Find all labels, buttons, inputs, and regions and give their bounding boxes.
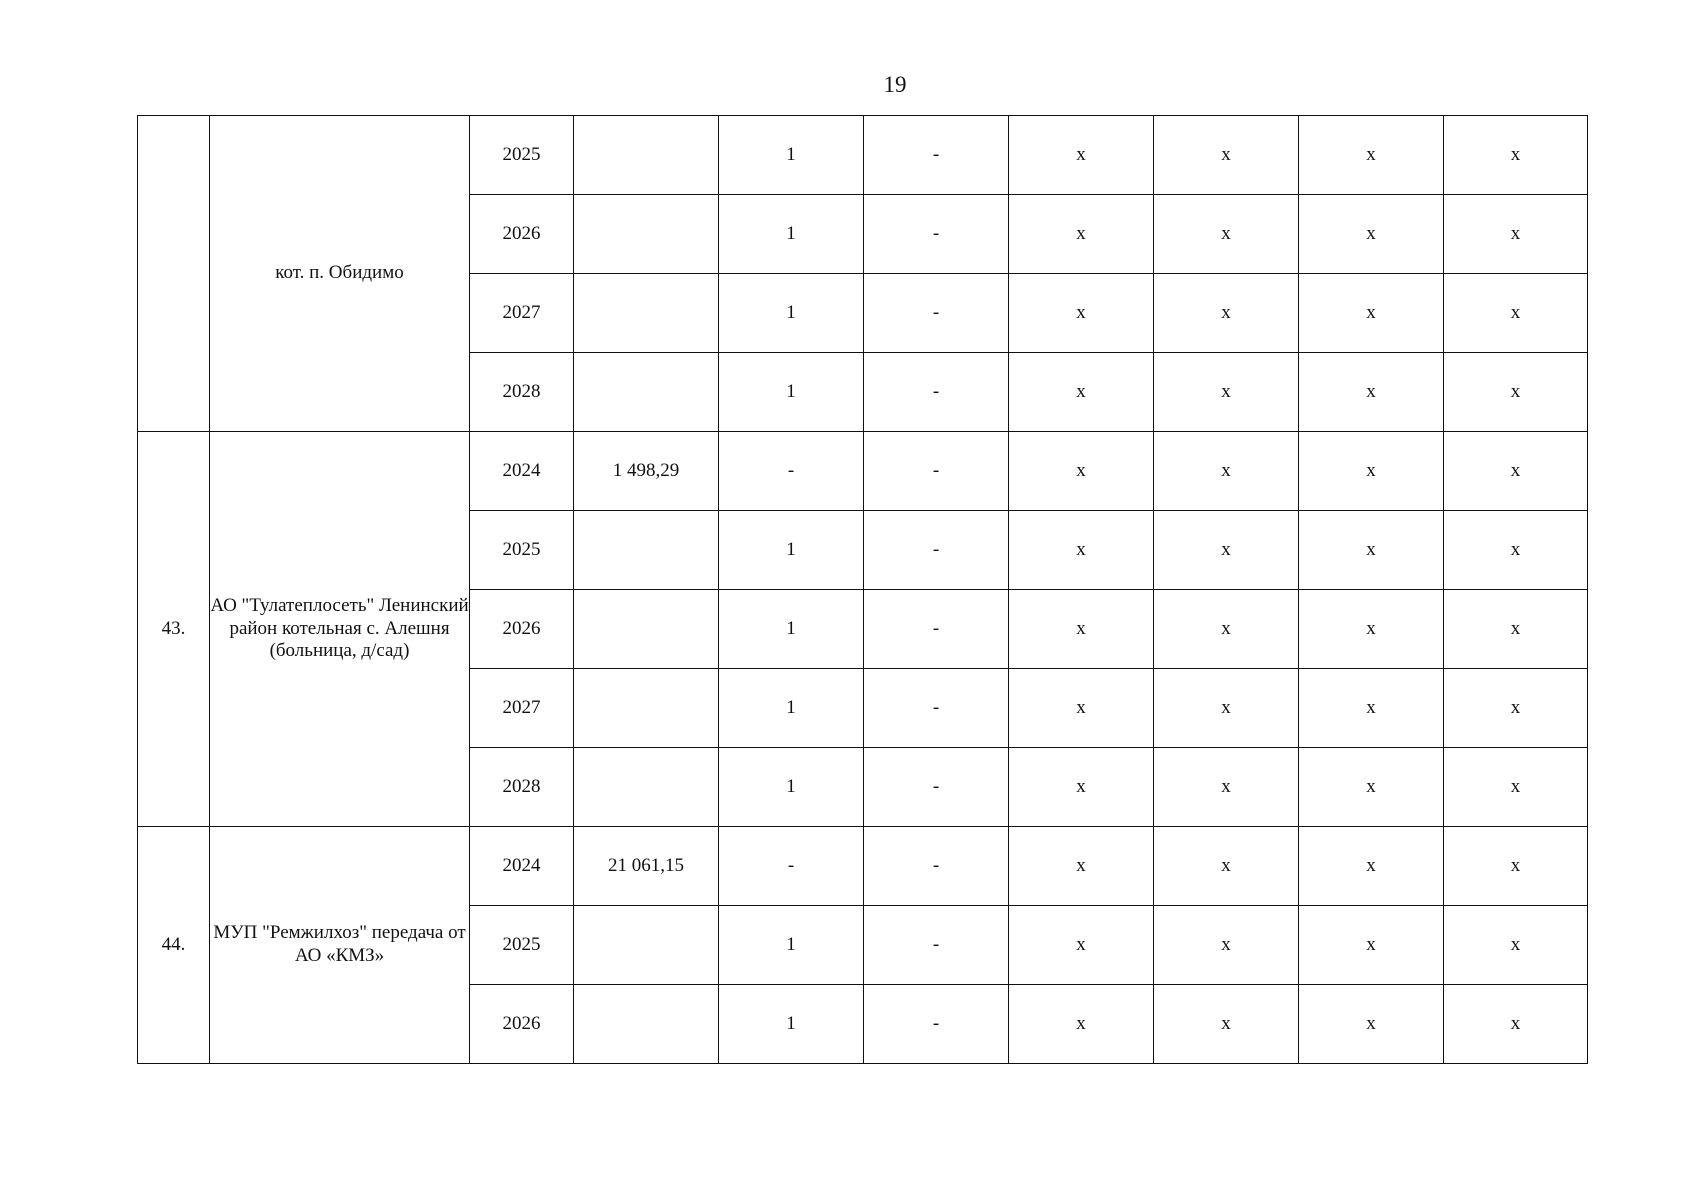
amount-cell [574, 590, 719, 669]
amount-cell [574, 985, 719, 1064]
value-cell-7: х [1299, 748, 1444, 827]
page-number: 19 [883, 72, 907, 97]
value-cell-4: - [864, 353, 1009, 432]
value-cell-3: - [719, 432, 864, 511]
value-cell-4: - [864, 116, 1009, 195]
value-cell-8: х [1444, 511, 1588, 590]
value-cell-8: х [1444, 748, 1588, 827]
value-cell-6: х [1154, 116, 1299, 195]
value-cell-4: - [864, 274, 1009, 353]
year-cell: 2026 [470, 195, 574, 274]
value-cell-6: х [1154, 511, 1299, 590]
value-cell-8: х [1444, 274, 1588, 353]
value-cell-8: х [1444, 116, 1588, 195]
value-cell-5: х [1009, 116, 1154, 195]
value-cell-6: х [1154, 985, 1299, 1064]
value-cell-6: х [1154, 432, 1299, 511]
year-cell: 2025 [470, 116, 574, 195]
value-cell-3: 1 [719, 748, 864, 827]
value-cell-8: х [1444, 590, 1588, 669]
value-cell-5: х [1009, 827, 1154, 906]
value-cell-8: х [1444, 669, 1588, 748]
value-cell-7: х [1299, 906, 1444, 985]
value-cell-7: х [1299, 195, 1444, 274]
value-cell-4: - [864, 827, 1009, 906]
item-number: 43. [138, 432, 210, 827]
amount-cell [574, 353, 719, 432]
value-cell-3: 1 [719, 906, 864, 985]
amount-cell [574, 906, 719, 985]
value-cell-3: 1 [719, 195, 864, 274]
value-cell-8: х [1444, 827, 1588, 906]
value-cell-4: - [864, 906, 1009, 985]
data-table [137, 115, 1588, 1064]
value-cell-6: х [1154, 195, 1299, 274]
value-cell-7: х [1299, 274, 1444, 353]
value-cell-8: х [1444, 353, 1588, 432]
value-cell-4: - [864, 432, 1009, 511]
year-cell: 2027 [470, 274, 574, 353]
value-cell-5: х [1009, 669, 1154, 748]
amount-cell [574, 748, 719, 827]
value-cell-3: 1 [719, 353, 864, 432]
amount-cell [574, 274, 719, 353]
value-cell-6: х [1154, 353, 1299, 432]
value-cell-7: х [1299, 432, 1444, 511]
item-number [138, 116, 210, 432]
value-cell-4: - [864, 748, 1009, 827]
value-cell-5: х [1009, 353, 1154, 432]
value-cell-3: 1 [719, 590, 864, 669]
organization-name: кот. п. Обидимо [210, 116, 470, 432]
value-cell-6: х [1154, 669, 1299, 748]
value-cell-5: х [1009, 195, 1154, 274]
value-cell-7: х [1299, 353, 1444, 432]
value-cell-3: 1 [719, 116, 864, 195]
value-cell-6: х [1154, 748, 1299, 827]
value-cell-3: 1 [719, 274, 864, 353]
value-cell-3: 1 [719, 511, 864, 590]
value-cell-3: 1 [719, 669, 864, 748]
year-cell: 2027 [470, 669, 574, 748]
value-cell-7: х [1299, 669, 1444, 748]
value-cell-5: х [1009, 906, 1154, 985]
value-cell-4: - [864, 985, 1009, 1064]
value-cell-6: х [1154, 274, 1299, 353]
value-cell-4: - [864, 511, 1009, 590]
value-cell-7: х [1299, 985, 1444, 1064]
value-cell-8: х [1444, 906, 1588, 985]
value-cell-5: х [1009, 590, 1154, 669]
table-body [138, 116, 1588, 1064]
amount-cell: 21 061,15 [574, 827, 719, 906]
value-cell-6: х [1154, 827, 1299, 906]
value-cell-5: х [1009, 274, 1154, 353]
year-cell: 2026 [470, 985, 574, 1064]
value-cell-6: х [1154, 590, 1299, 669]
value-cell-3: - [719, 827, 864, 906]
table-row [138, 432, 1588, 511]
value-cell-7: х [1299, 116, 1444, 195]
organization-name: АО "Тулатеплосеть" Ленинский район котельная с. Алешня (больница, д/сад) [210, 432, 470, 827]
item-number: 44. [138, 827, 210, 1064]
value-cell-7: х [1299, 827, 1444, 906]
value-cell-3: 1 [719, 985, 864, 1064]
value-cell-6: х [1154, 906, 1299, 985]
value-cell-8: х [1444, 432, 1588, 511]
table-row [138, 116, 1588, 195]
value-cell-4: - [864, 195, 1009, 274]
amount-cell [574, 669, 719, 748]
year-cell: 2025 [470, 511, 574, 590]
value-cell-5: х [1009, 748, 1154, 827]
value-cell-7: х [1299, 511, 1444, 590]
value-cell-5: х [1009, 511, 1154, 590]
year-cell: 2026 [470, 590, 574, 669]
organization-name: МУП "Ремжилхоз" передача от АО «КМЗ» [210, 827, 470, 1064]
value-cell-4: - [864, 590, 1009, 669]
amount-cell [574, 511, 719, 590]
amount-cell: 1 498,29 [574, 432, 719, 511]
value-cell-4: - [864, 669, 1009, 748]
amount-cell [574, 116, 719, 195]
year-cell: 2024 [470, 827, 574, 906]
table-row [138, 827, 1588, 906]
value-cell-7: х [1299, 590, 1444, 669]
value-cell-8: х [1444, 195, 1588, 274]
value-cell-5: х [1009, 985, 1154, 1064]
year-cell: 2028 [470, 748, 574, 827]
value-cell-8: х [1444, 985, 1588, 1064]
year-cell: 2025 [470, 906, 574, 985]
year-cell: 2028 [470, 353, 574, 432]
year-cell: 2024 [470, 432, 574, 511]
amount-cell [574, 195, 719, 274]
value-cell-5: х [1009, 432, 1154, 511]
